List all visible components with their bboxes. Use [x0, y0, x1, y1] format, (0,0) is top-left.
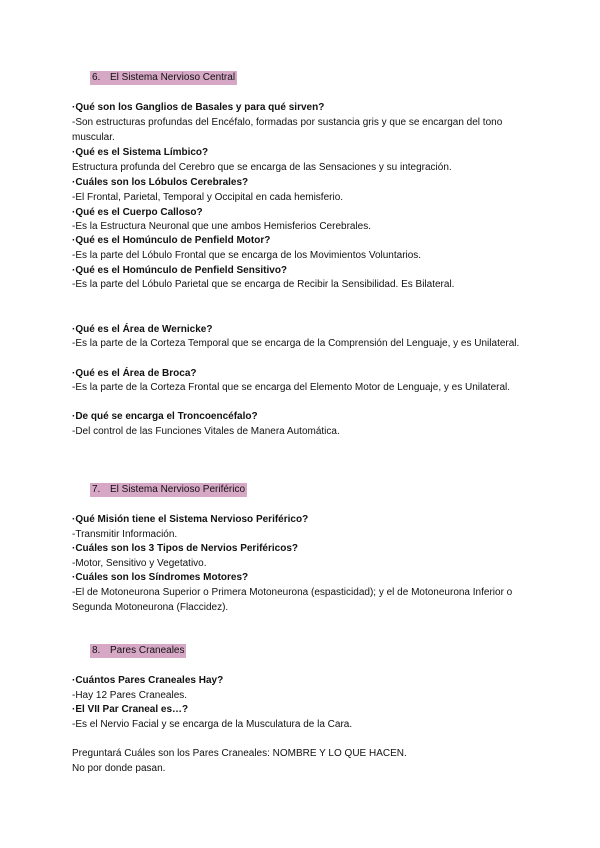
answer: -Es la parte de la Corteza Frontal que se encarga del Elemento Motor de Lenguaje, y es Unilateral.: [72, 382, 511, 393]
answer: -Transmitir Información.: [72, 529, 178, 540]
answer: -Son estructuras profundas del Encéfalo, formadas por sustancia gris y que se encargan del tono muscular.: [72, 117, 503, 143]
answer: -El de Motoneurona Superior o Primera Motoneurona (espasticidad); y el de Motoneurona Inferior o Segunda Motoneurona (Flaccidez).: [72, 587, 513, 613]
question: ·Qué es el Cuerpo Calloso?: [72, 207, 203, 218]
answer: Estructura profunda del Cerebro que se encarga de las Sensaciones y su integración.: [72, 162, 452, 173]
section-number: 8.: [92, 645, 101, 656]
answer: -Del control de las Funciones Vitales de Manera Automática.: [72, 426, 340, 437]
question: ·De qué se encarga el Troncoencéfalo?: [72, 411, 258, 422]
answer: -Es la parte del Lóbulo Parietal que se encarga de Recibir la Sensibilidad. Es Bilateral.: [72, 279, 455, 290]
answer: -Es el Nervio Facial y se encarga de la Musculatura de la Cara.: [72, 719, 353, 730]
question: ·Cuáles son los 3 Tipos de Nervios Periféricos?: [72, 543, 299, 554]
note-line: Preguntará Cuáles son los Pares Craneales: NOMBRE Y LO QUE HACEN.: [72, 748, 407, 759]
section-title: El Sistema Nervioso Periférico: [110, 484, 246, 495]
answer: -Es la parte de la Corteza Temporal que se encarga de la Comprensión del Lenguaje, y es Unilateral.: [72, 338, 520, 349]
question: ·Qué es el Área de Wernicke?: [72, 324, 213, 335]
question: ·Qué es el Área de Broca?: [72, 368, 197, 379]
section-heading-8: [90, 644, 186, 658]
answer: -Es la Estructura Neuronal que une ambos Hemisferios Cerebrales.: [72, 221, 372, 232]
note-line: No por donde pasan.: [72, 763, 166, 774]
question: ·Qué es el Homúnculo de Penfield Sensitivo?: [72, 265, 288, 276]
section-title: Pares Craneales: [110, 645, 185, 656]
answer: -Es la parte del Lóbulo Frontal que se encarga de los Movimientos Voluntarios.: [72, 250, 422, 261]
question: ·Cuántos Pares Craneales Hay?: [72, 675, 224, 686]
question: ·Qué es el Homúnculo de Penfield Motor?: [72, 235, 271, 246]
section-title: El Sistema Nervioso Central: [110, 72, 236, 83]
question: ·Qué son los Ganglios de Basales y para qué sirven?: [72, 102, 325, 113]
question: ·Qué es el Sistema Límbico?: [72, 147, 209, 158]
answer: -Motor, Sensitivo y Vegetativo.: [72, 558, 207, 569]
question: ·Qué Misión tiene el Sistema Nervioso Periférico?: [72, 514, 309, 525]
section-number: 6.: [92, 72, 101, 83]
answer: -El Frontal, Parietal, Temporal y Occipital en cada hemisferio.: [72, 192, 344, 203]
section-number: 7.: [92, 484, 101, 495]
question: ·Cuáles son los Lóbulos Cerebrales?: [72, 177, 249, 188]
answer: -Hay 12 Pares Craneales.: [72, 690, 188, 701]
section-heading-6: [90, 71, 237, 85]
question: ·Cuáles son los Síndromes Motores?: [72, 572, 249, 583]
section-heading-7: [90, 483, 247, 497]
question: ·El VII Par Craneal es…?: [72, 704, 189, 715]
